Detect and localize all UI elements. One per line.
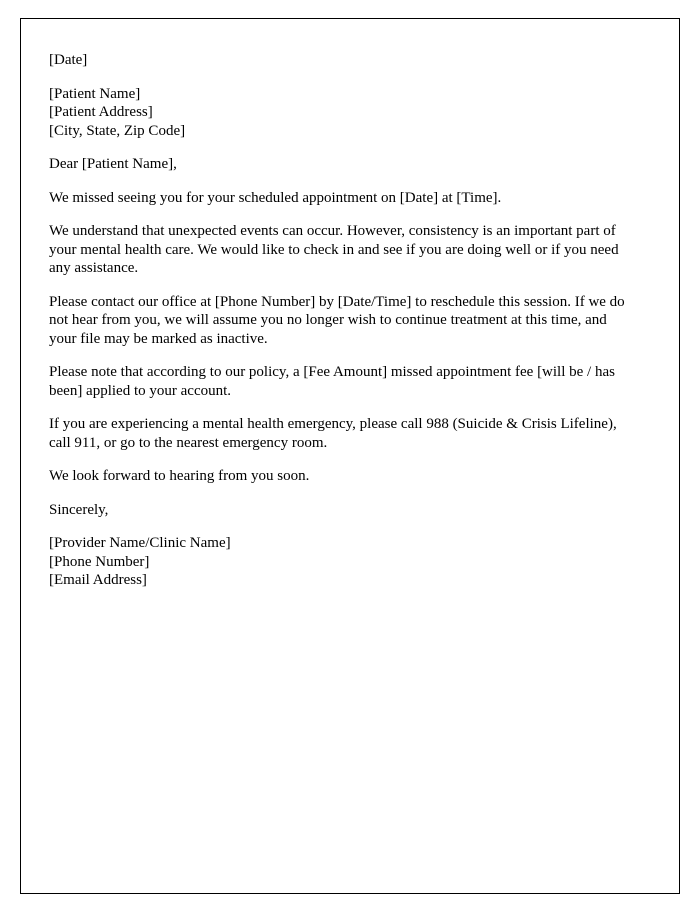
signature-email-line: [Email Address] [49,572,147,588]
recipient-name-line: [Patient Name] [49,85,141,102]
letter-paragraph: We look forward to hearing from you soon. [49,468,310,484]
body-paragraph-5 [49,415,631,452]
body-paragraph-4 [49,363,631,400]
recipient-city-line: [City, State, Zip Code] [49,122,186,139]
closing-block [49,501,631,520]
salutation: Dear [Patient Name], [49,156,177,172]
body-paragraph-6 [49,467,631,486]
date-block [49,51,631,70]
recipient-address-block [49,85,631,141]
recipient-address-line: [Patient Address] [49,104,153,120]
body-paragraph-2 [49,222,631,278]
body-paragraph-1 [49,189,631,208]
signature-block [49,534,631,590]
letter-page [20,18,680,894]
letter-paragraph: We understand that unexpected events can occur. However, consistency is an important part of your mental health care. We would like to check in and see if you are doing well or if you need any assistance. [49,223,619,276]
letter-paragraph: Please note that according to our policy, a [Fee Amount] missed appointment fee [will be / has been] applied to your account. [49,364,615,399]
letter-paragraph: Please contact our office at [Phone Number] by [Date/Time] to reschedule this session. If we do not hear from you, we will assume you no longer wish to continue treatment at this time, and your file may be marked as inactive. [49,293,625,347]
signature-phone-line: [Phone Number] [49,553,150,570]
body-paragraph-3 [49,293,631,349]
date-line: [Date] [49,52,88,68]
missed-appointment-letter [49,51,631,590]
closing: Sincerely, [49,501,109,518]
salutation-block [49,155,631,174]
letter-paragraph: If you are experiencing a mental health emergency, please call 988 (Suicide & Crisis Lifeline), call 911, or go to the nearest emergency room. [49,416,617,451]
signature-provider-line: [Provider Name/Clinic Name] [49,535,231,551]
letter-paragraph: We missed seeing you for your scheduled appointment on [Date] at [Time]. [49,189,502,206]
